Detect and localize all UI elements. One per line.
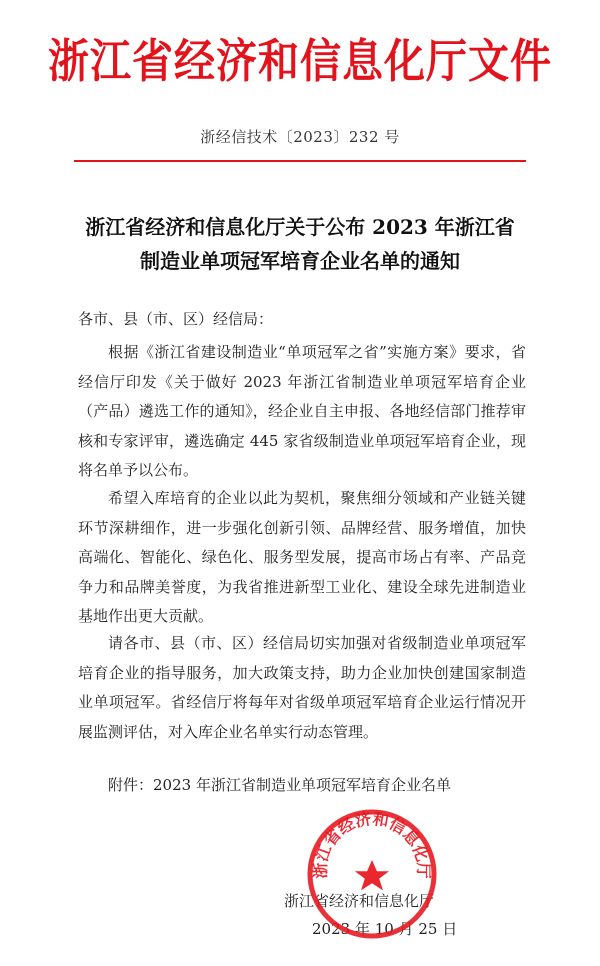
notice-title-line2: 制造业单项冠军培育企业名单的通知 bbox=[140, 249, 460, 273]
signature-date: 2023 年 10 月 25 日 bbox=[312, 920, 458, 938]
body-paragraph-1: 根据《浙江省建设制造业“单项冠军之省”实施方案》要求，省经信厅印发《关于做好 2023 年浙江省制造业单项冠军培育企业（产品）遴选工作的通知》，经企业自主申报、各地经信部门推荐审核和专家评审，遴选确定 445 家省级制造业单项冠军培育企业，现将名单予以公布。 bbox=[78, 343, 526, 479]
svg-text:浙江省经济和信息化厅: 浙江省经济和信息化厅 bbox=[310, 809, 434, 879]
document-header-title: 浙江省经济和信息化厅文件 bbox=[48, 34, 552, 89]
notice-title bbox=[0, 210, 600, 278]
document-number: 浙经信技术〔2023〕232 号 bbox=[200, 128, 400, 146]
official-seal bbox=[306, 808, 438, 940]
seal-star-icon bbox=[355, 860, 389, 890]
body-paragraph-2: 希望入库培育的企业以此为契机，聚焦细分领域和产业链关键环节深耕细作，进一步强化创新引领、品牌经营、服务增值，加快高端化、智能化、绿色化、服务型发展，提高市场占有率、产品竞争力和品牌美誉度，为我省推进新型工业化、建设全球先进制造业基地作出更大贡献。 bbox=[78, 489, 526, 625]
signer-organization: 浙江省经济和信息化厅 bbox=[284, 892, 435, 910]
body-paragraph-3: 请各市、县（市、区）经信局切实加强对省级制造业单项冠军培育企业的指导服务，加大政策支持，助力企业加快创建国家制造业单项冠军。省经信厅将每年对省级单项冠军培育企业运行情况开展监测评估，对入库企业名单实行动态管理。 bbox=[78, 634, 526, 741]
notice-title-line1: 浙江省经济和信息化厅关于公布 2023 年浙江省 bbox=[85, 215, 515, 239]
header-divider bbox=[74, 160, 526, 162]
salutation: 各市、县（市、区）经信局： bbox=[78, 310, 274, 328]
attachment-line: 附件：2023 年浙江省制造业单项冠军培育企业名单 bbox=[108, 776, 451, 794]
